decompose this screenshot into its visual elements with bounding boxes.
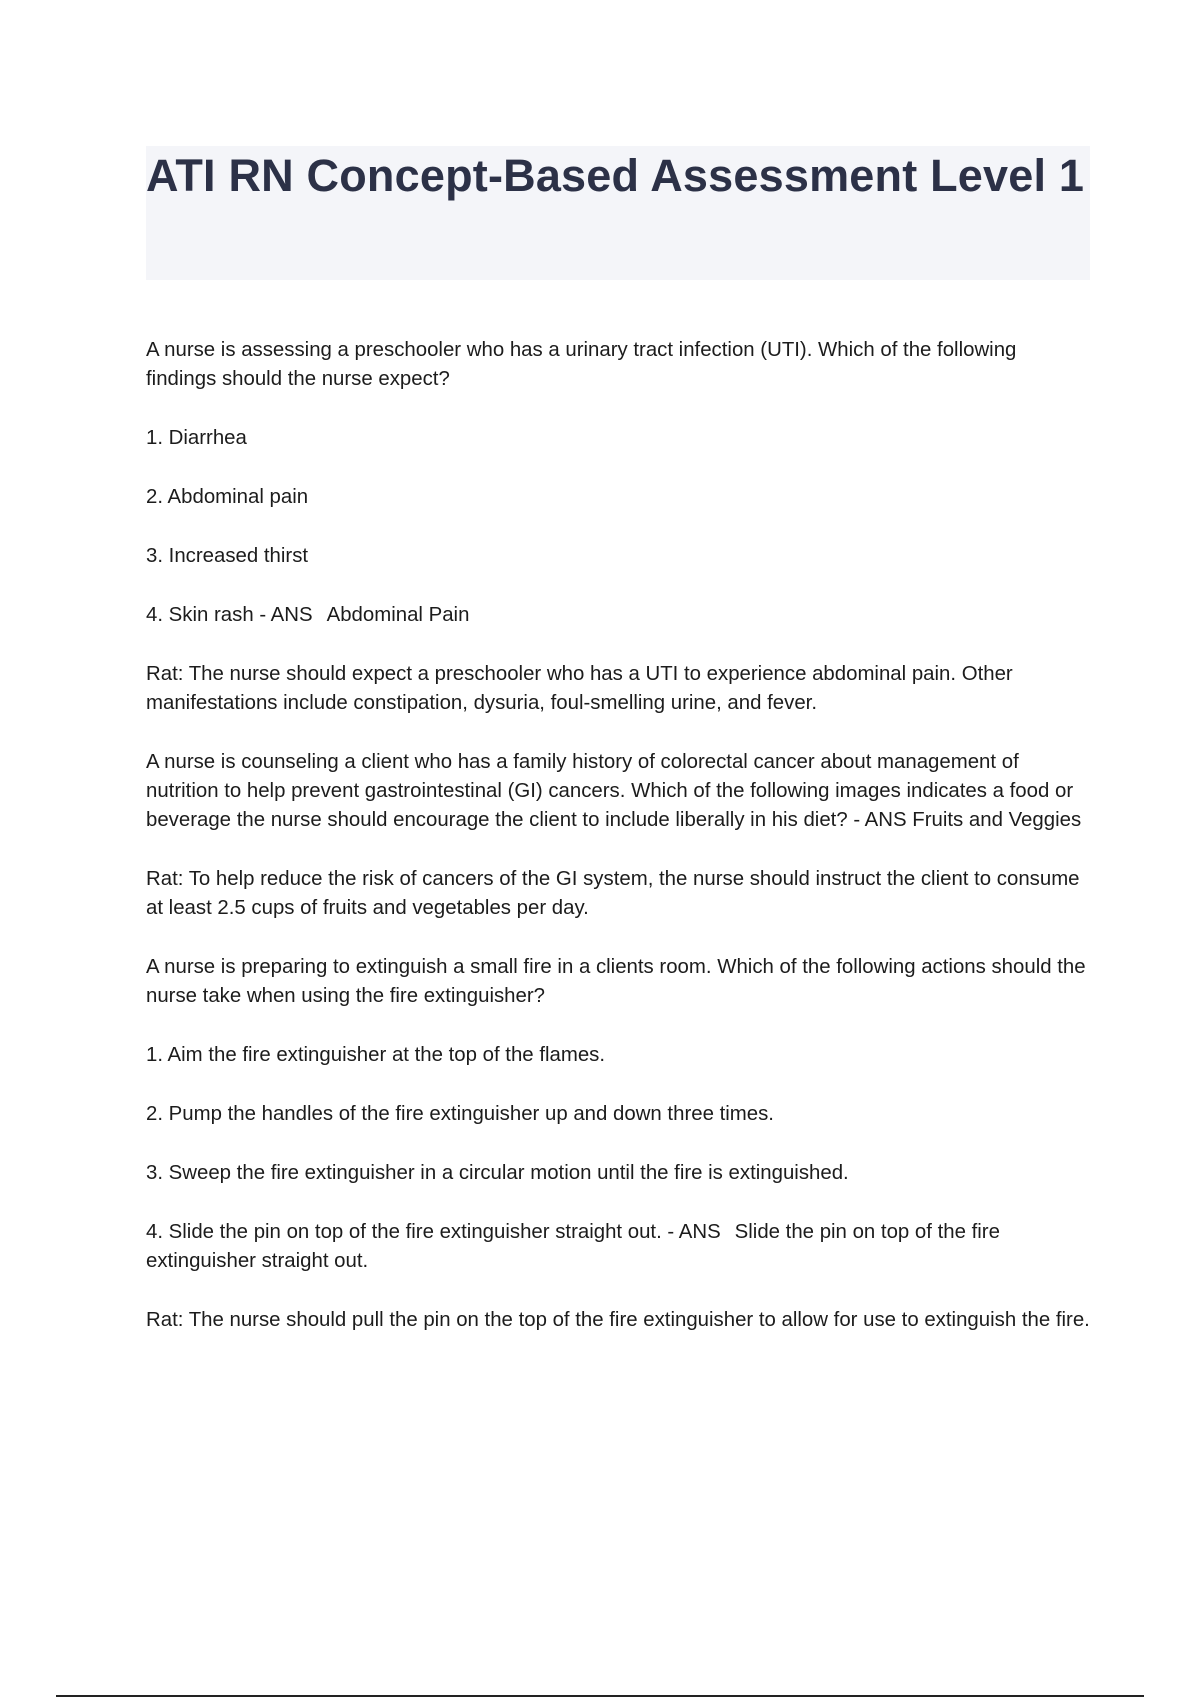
question-1-stem: A nurse is assessing a preschooler who has a urinary tract infection (UTI). Which of the following findings should the nurse expect? <box>146 339 1017 390</box>
question-2-rationale: Rat: To help reduce the risk of cancers of the GI system, the nurse should instruct the client to consume at least 2.5 cups of fruits and vegetables per day. <box>146 868 1080 919</box>
question-1-option-2: 2. Abdominal pain <box>146 486 309 508</box>
question-3-rationale: Rat: The nurse should pull the pin on the top of the fire extinguisher to allow for use to extinguish the fire. <box>146 1309 1090 1331</box>
question-3-stem: A nurse is preparing to extinguish a small fire in a clients room. Which of the following actions should the nurse take when using the fire extinguisher? <box>146 956 1086 1007</box>
question-1-option-4-text: 4. Skin rash - ANS <box>146 604 313 626</box>
question-3-option-4 <box>146 1218 1090 1276</box>
question-1-option-4 <box>146 601 1090 630</box>
footer-rule <box>56 1695 1144 1697</box>
question-3-option-1: 1. Aim the fire extinguisher at the top of the flames. <box>146 1044 606 1066</box>
question-3-answer: Slide the pin on top of the fire extinguisher straight out. <box>146 1221 1000 1272</box>
question-3-option-4-text: 4. Slide the pin on top of the fire extinguisher straight out. - ANS <box>146 1221 721 1243</box>
question-1-rationale: Rat: The nurse should expect a preschooler who has a UTI to experience abdominal pain. Other manifestations include constipation, dysuria, foul-smelling urine, and fever. <box>146 663 1013 714</box>
question-1-answer: Abdominal Pain <box>326 604 470 626</box>
question-1-option-3: 3. Increased thirst <box>146 545 309 567</box>
document-title: ATI RN Concept-Based Assessment Level 1 <box>146 150 1085 201</box>
question-3-option-3: 3. Sweep the fire extinguisher in a circular motion until the fire is extinguished. <box>146 1162 849 1184</box>
question-1-option-1: 1. Diarrhea <box>146 427 247 449</box>
question-3-option-2: 2. Pump the handles of the fire extinguisher up and down three times. <box>146 1103 774 1125</box>
question-2-stem: A nurse is counseling a client who has a family history of colorectal cancer about management of nutrition to help prevent gastrointestinal (GI) cancers. Which of the following images indicates a food or beverage the nurse should encourage the client to include liberally in his diet? - ANS Fruits and Veggies <box>146 751 1082 831</box>
document-body <box>146 336 1090 1365</box>
